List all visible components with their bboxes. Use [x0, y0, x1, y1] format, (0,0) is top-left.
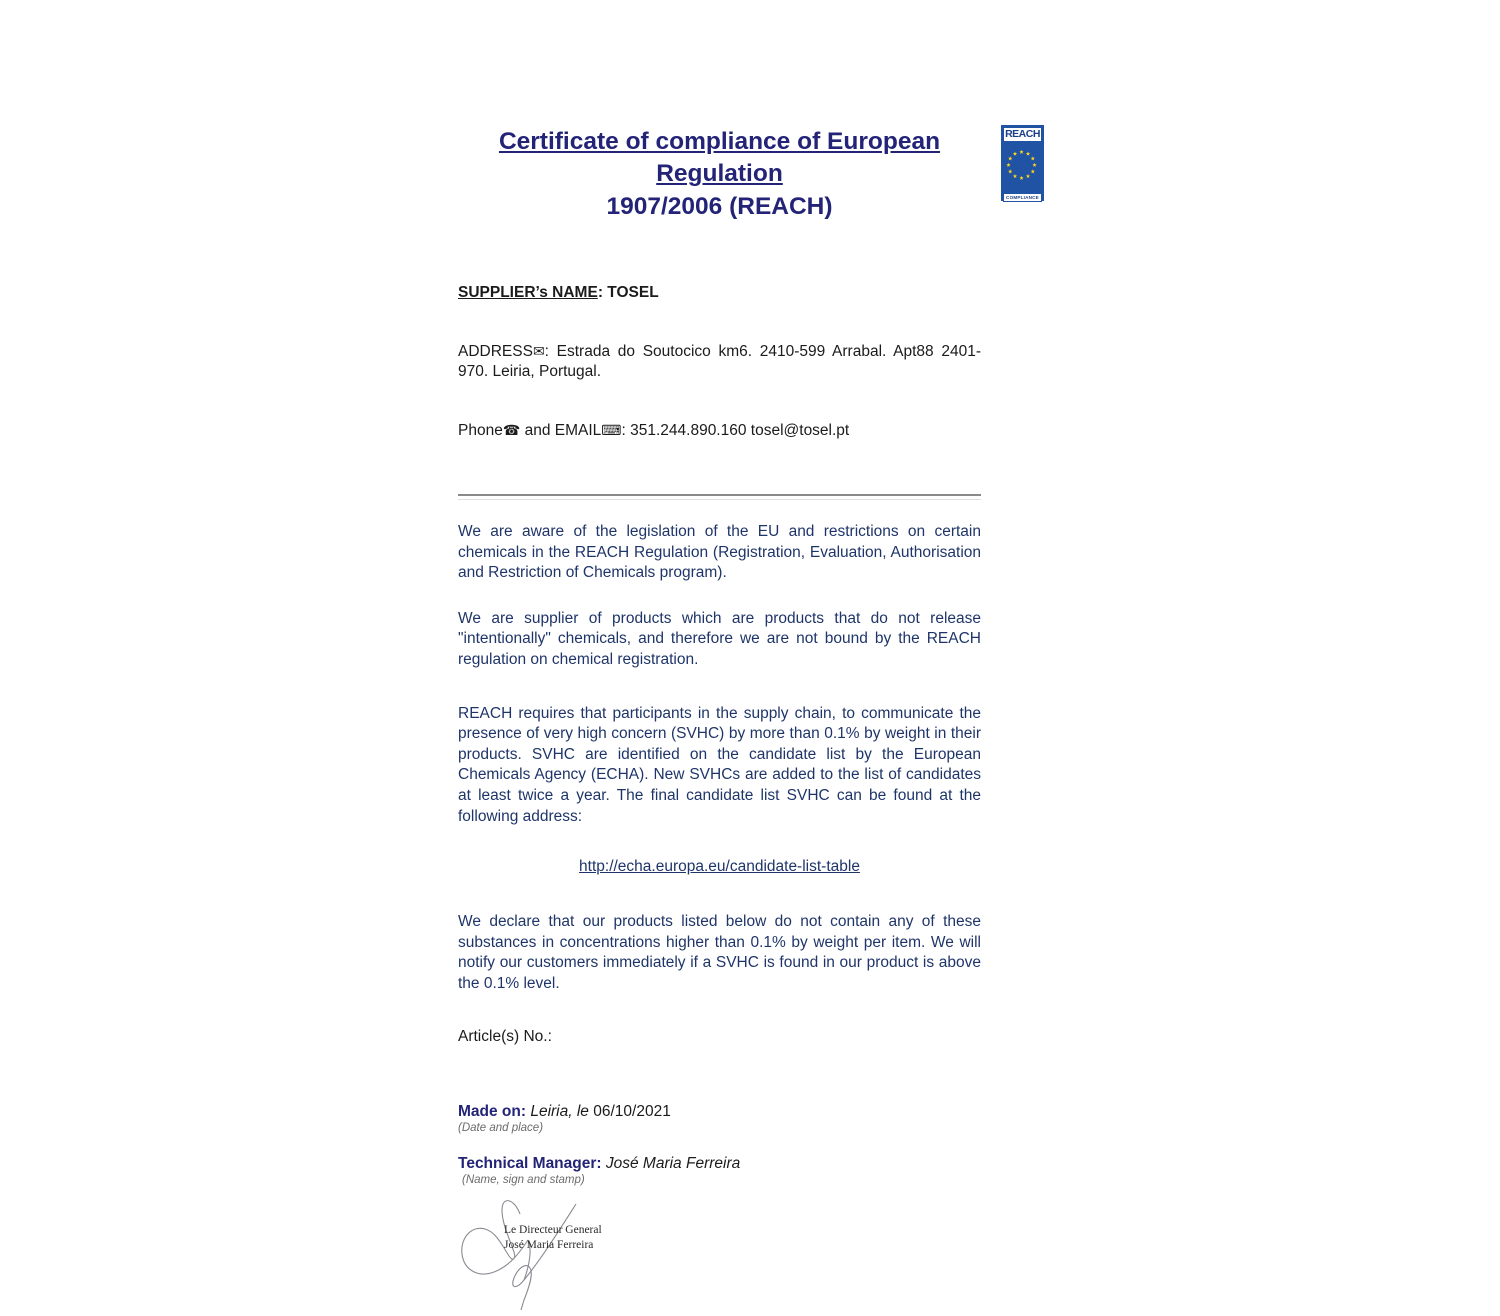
- supplier-name-label: SUPPLIER’s NAME: [458, 283, 598, 301]
- made-on-label: Made on:: [458, 1102, 527, 1120]
- title-line-2: 1907/2006 (REACH): [606, 192, 833, 220]
- candidate-list-link-line: [458, 858, 981, 876]
- reach-compliance-logo: [1001, 125, 1044, 201]
- address-value: : Estrada do Soutocico km6. 2410-599 Arrabal. Apt88 2401-970. Leiria, Portugal.: [458, 343, 981, 380]
- email-label: and EMAIL: [520, 422, 602, 440]
- signature-stamp-text: [504, 1223, 602, 1253]
- technical-manager-line: [458, 1155, 981, 1173]
- article-number-label: Article(s) No.:: [458, 1027, 552, 1045]
- date-place-note: (Date and place): [458, 1121, 544, 1134]
- signature-name-line: José Maria Ferreira: [504, 1238, 594, 1251]
- technical-manager-label: Technical Manager:: [458, 1154, 602, 1172]
- name-sign-stamp-note: (Name, sign and stamp): [462, 1173, 585, 1186]
- section-divider: [458, 494, 981, 500]
- supplier-name-line: [458, 283, 981, 303]
- made-on-place: Leiria, le: [526, 1102, 589, 1120]
- envelope-icon: ✉: [532, 343, 545, 360]
- certificate-title: [458, 126, 981, 223]
- phone-label: Phone: [458, 422, 503, 440]
- reach-logo-compliance-label: COMPLIANCE: [1003, 193, 1042, 202]
- supplier-name-value: : TOSEL: [597, 283, 659, 301]
- telephone-icon: ☎: [502, 422, 521, 439]
- computer-icon: ⌨: [601, 422, 622, 439]
- paragraph-declaration: We declare that our products listed below do not contain any of these substances in concentrations higher than 0.1% by weight per item. We will notify our customers immediately if a SVHC is found in our product is above the 0.1% level.: [458, 913, 981, 993]
- certificate-document: [458, 126, 981, 1316]
- address-label: ADDRESS: [458, 343, 533, 361]
- paragraph-awareness: We are aware of the legislation of the EU and restrictions on certain chemicals in the REACH Regulation (Registration, Evaluation, Authorisation and Restriction of Chemicals program).: [458, 522, 981, 582]
- technical-manager-name: José Maria Ferreira: [601, 1154, 741, 1172]
- supplier-contact-line: [458, 421, 981, 441]
- made-on-date: 06/10/2021: [588, 1102, 671, 1120]
- paragraph-svhc-requirements: REACH requires that participants in the supply chain, to communicate the presence of very high concern (SVHC) by more than 0.1% by weight in their products. SVHC are identified on the candidate list by the European Chemicals Agency (ECHA). New SVHCs are added to the list of candidates at least twice a year. The final candidate list SVHC can be found at the following address:: [458, 704, 981, 825]
- phone-email-value: : 351.244.890.160 tosel@tosel.pt: [621, 422, 850, 440]
- reach-logo-title: REACH: [1003, 127, 1042, 142]
- signature-scribble-icon: [458, 1196, 678, 1316]
- signature-title-line: Le Directeur General: [504, 1223, 602, 1236]
- title-line-1: Certificate of compliance of European Regulation: [498, 128, 941, 188]
- made-on-line: [458, 1103, 981, 1121]
- signature-block: [458, 1196, 678, 1316]
- candidate-list-link[interactable]: http://echa.europa.eu/candidate-list-table: [579, 858, 860, 876]
- paragraph-supplier-statement: We are supplier of products which are products that do not release "intentionally" chemicals, and therefore we are not bound by the REACH regulation on chemical registration.: [458, 609, 981, 668]
- eu-stars-icon: [1002, 143, 1043, 192]
- supplier-info-block: [458, 243, 981, 481]
- supplier-address-line: [458, 342, 981, 382]
